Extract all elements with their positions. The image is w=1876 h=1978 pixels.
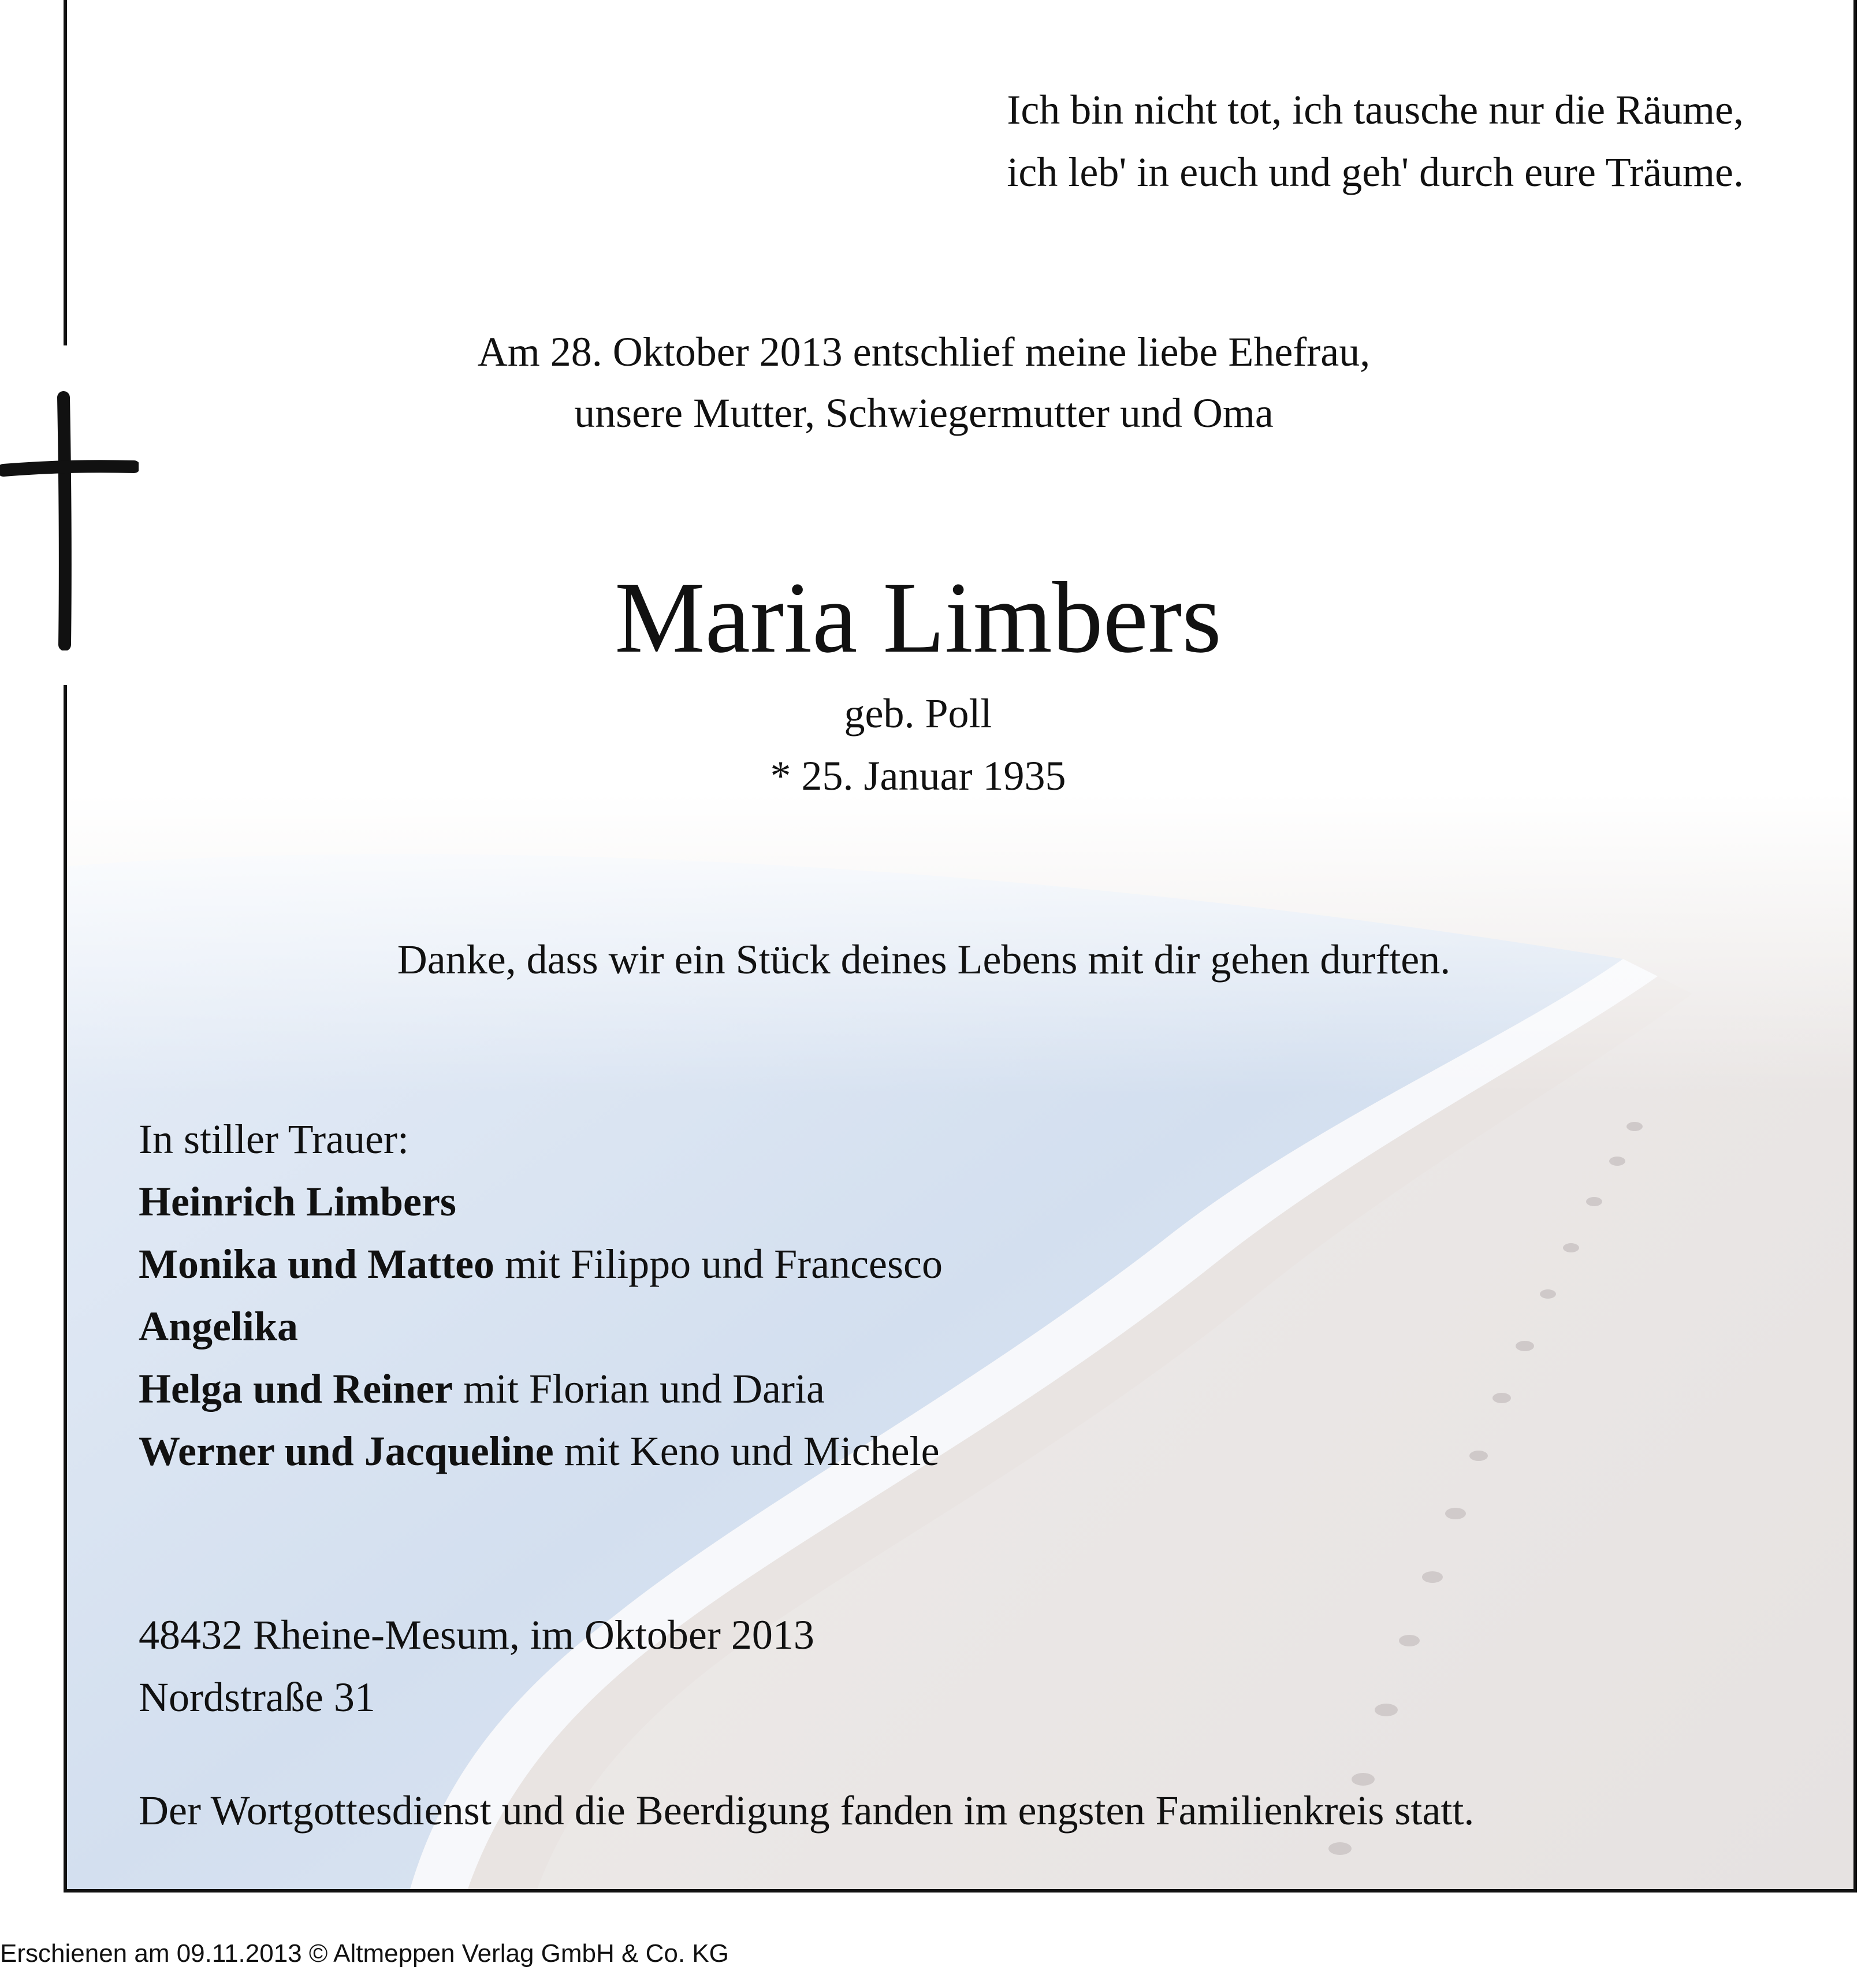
publication-footer: Erschienen am 09.11.2013 © Altmeppen Verlag GmbH & Co. KG xyxy=(0,1939,729,1968)
address-block xyxy=(139,1604,814,1728)
birth-date: * 25. Januar 1935 xyxy=(770,753,1066,799)
frame-left-border-bottom xyxy=(64,685,67,1893)
deceased-name: Maria Limbers xyxy=(615,562,1222,674)
intro-line-1: Am 28. Oktober 2013 entschlief meine liebe Ehefrau, xyxy=(477,329,1371,375)
mourners-list xyxy=(139,1108,943,1482)
mourners-heading: In stiller Trauer: xyxy=(139,1116,409,1162)
service-note: Der Wortgottesdienst und die Beerdigung fanden im engsten Familienkreis statt. xyxy=(139,1787,1475,1834)
intro-line-2: unsere Mutter, Schwiegermutter und Oma xyxy=(574,390,1274,436)
mourner-entry: Helga und Reiner mit Florian und Daria xyxy=(139,1366,825,1412)
mourner-entry: Angelika xyxy=(139,1303,299,1349)
obituary-frame xyxy=(64,0,1857,1893)
cross-icon xyxy=(0,391,139,650)
thanks-line: Danke, dass wir ein Stück deines Lebens mit dir gehen durften. xyxy=(397,936,1451,983)
poem-line-1: Ich bin nicht tot, ich tausche nur die Räume, xyxy=(1007,87,1744,133)
mourner-entry: Heinrich Limbers xyxy=(139,1178,456,1225)
mourner-entry: Werner und Jacqueline mit Keno und Michele xyxy=(139,1428,940,1474)
death-announcement xyxy=(64,321,1819,444)
poem-line-2: ich leb' in euch und geh' durch eure Träume. xyxy=(1007,149,1744,195)
poem-quote xyxy=(1007,79,1744,203)
address-line-1: 48432 Rheine-Mesum, im Oktober 2013 xyxy=(139,1612,814,1658)
frame-left-border-top xyxy=(64,0,67,345)
address-line-2: Nordstraße 31 xyxy=(139,1674,375,1720)
maiden-name: geb. Poll xyxy=(844,690,992,737)
mourner-entry: Monika und Matteo mit Filippo und Francesco xyxy=(139,1241,943,1287)
